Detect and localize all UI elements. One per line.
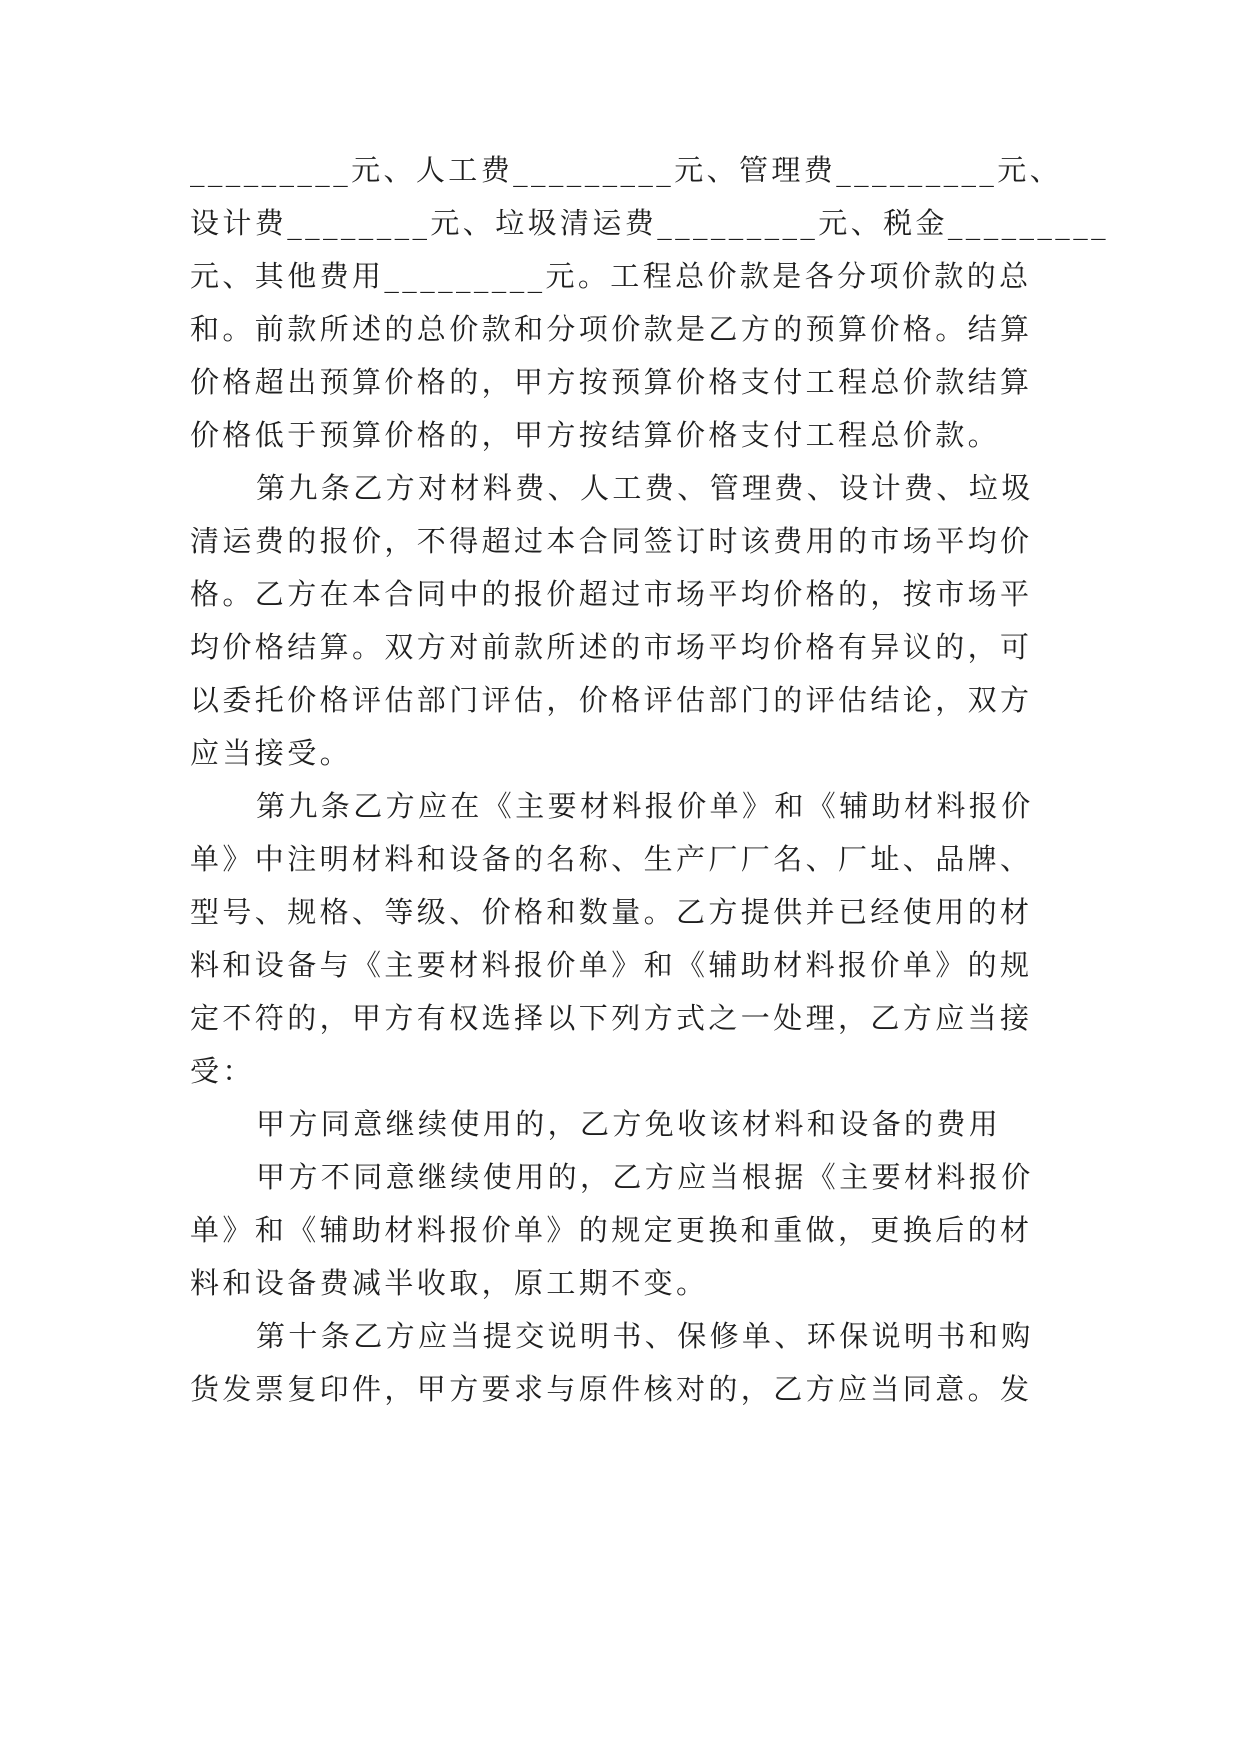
text-line: 价格超出预算价格的，甲方按预算价格支付工程总价款结算 (190, 365, 1033, 399)
text-line: 清运费的报价，不得超过本合同签订时该费用的市场平均价 (190, 524, 1033, 558)
paragraph-start-line: 第十条乙方应当提交说明书、保修单、环保说明书和购 (256, 1319, 1034, 1353)
text-line: 料和设备与《主要材料报价单》和《辅助材料报价单》的规 (190, 948, 1033, 982)
text-line: 设计费________元、垃圾清运费_________元、税金_________ (190, 206, 1110, 240)
paragraph-start-line: 第九条乙方应在《主要材料报价单》和《辅助材料报价 (256, 789, 1034, 823)
text-line: 均价格结算。双方对前款所述的市场平均价格有异议的，可 (190, 630, 1033, 664)
text-line: 应当接受。 (190, 736, 353, 770)
text-line: 和。前款所述的总价款和分项价款是乙方的预算价格。结算 (190, 312, 1033, 346)
text-line: _________元、人工费_________元、管理费_________元、 (190, 153, 1063, 187)
text-line: 单》中注明材料和设备的名称、生产厂厂名、厂址、品牌、 (190, 842, 1033, 876)
paragraph-start-line: 甲方同意继续使用的，乙方免收该材料和设备的费用 (256, 1107, 1002, 1141)
text-line: 受： (190, 1054, 255, 1088)
text-line: 单》和《辅助材料报价单》的规定更换和重做，更换后的材 (190, 1213, 1033, 1247)
text-line: 以委托价格评估部门评估，价格评估部门的评估结论，双方 (190, 683, 1033, 717)
text-line: 元、其他费用_________元。工程总价款是各分项价款的总 (190, 259, 1032, 293)
text-line: 格。乙方在本合同中的报价超过市场平均价格的，按市场平 (190, 577, 1033, 611)
text-line: 料和设备费减半收取，原工期不变。 (190, 1266, 709, 1300)
text-line: 货发票复印件，甲方要求与原件核对的，乙方应当同意。发 (190, 1372, 1033, 1406)
paragraph-start-line: 甲方不同意继续使用的，乙方应当根据《主要材料报价 (256, 1160, 1034, 1194)
text-line: 型号、规格、等级、价格和数量。乙方提供并已经使用的材 (190, 895, 1033, 929)
text-line: 定不符的，甲方有权选择以下列方式之一处理，乙方应当接 (190, 1001, 1033, 1035)
paragraph-start-line: 第九条乙方对材料费、人工费、管理费、设计费、垃圾 (256, 471, 1034, 505)
text-line: 价格低于预算价格的，甲方按结算价格支付工程总价款。 (190, 418, 1001, 452)
